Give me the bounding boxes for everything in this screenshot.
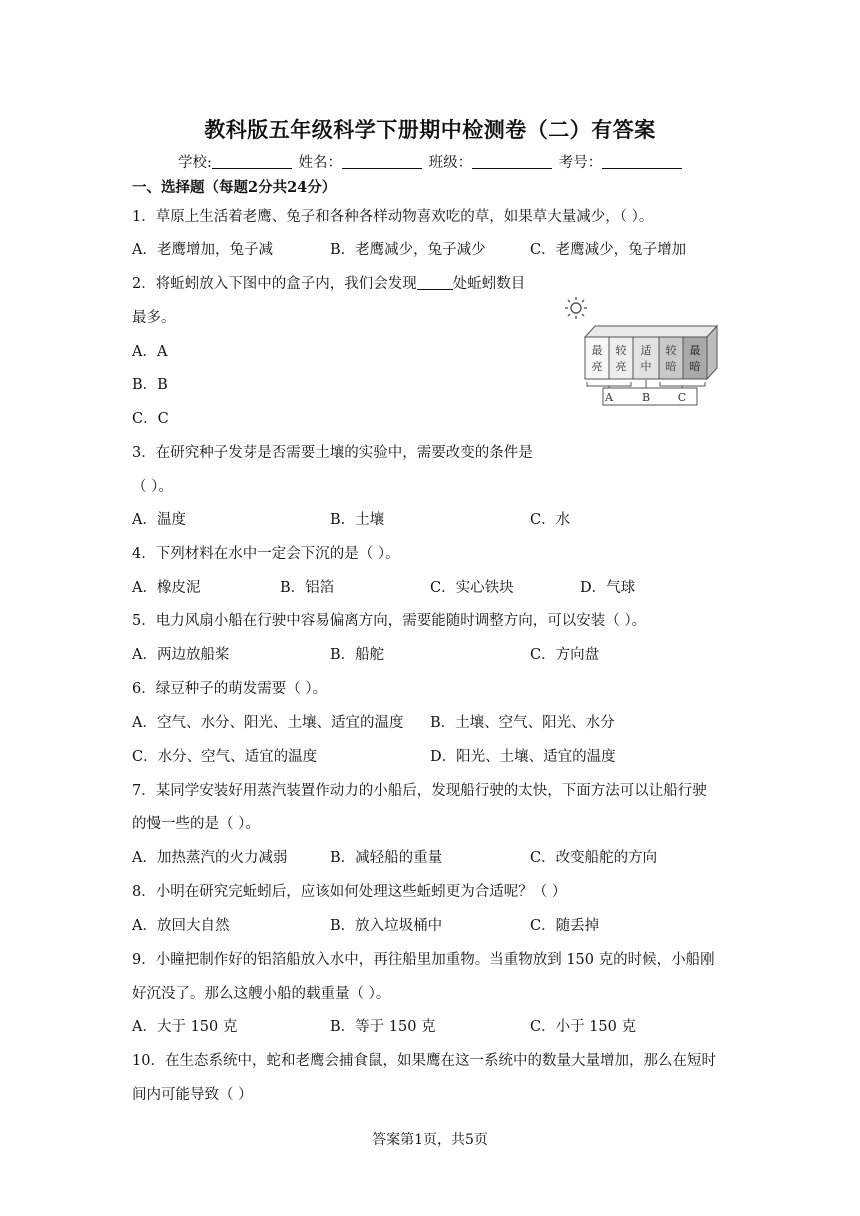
question-1-option-a: A．老鹰增加，兔子减 — [132, 242, 273, 258]
cell-label-2a: 较 — [615, 344, 627, 357]
cell-label-5b: 暗 — [689, 360, 701, 373]
question-9-option-b: B．等于 150 克 — [330, 1019, 436, 1035]
class-label: 班级： — [428, 155, 473, 171]
school-blank[interactable] — [212, 154, 292, 169]
question-3-option-c: C．水 — [530, 512, 571, 528]
question-2-option-b: B．B — [132, 377, 168, 393]
question-2-stem-pre: 2．将蚯蚓放入下图中的盒子内，我们会发现 — [132, 276, 417, 292]
cell-label-1a: 最 — [591, 344, 603, 357]
question-8-stem: 8．小明在研究完蚯蚓后，应该如何处理这些蚯蚓更为合适呢？（ ） — [132, 884, 567, 900]
region-label-b: B — [641, 391, 651, 404]
name-blank[interactable] — [342, 154, 422, 169]
school-label: 学校: — [178, 155, 212, 171]
question-6-option-b: B．土壤、空气、阳光、水分 — [430, 715, 615, 731]
question-8-option-b: B．放入垃圾桶中 — [330, 918, 443, 934]
question-6-option-c: C．水分、空气、适宜的温度 — [132, 749, 318, 765]
question-8-option-c: C．随丢掉 — [530, 918, 600, 934]
question-7-option-a: A．加热蒸汽的火力减弱 — [132, 850, 288, 866]
question-3-stem: 3．在研究种子发芽是否需要土壤的实验中，需要改变的条件是 — [132, 445, 533, 461]
question-5-option-c: C．方向盘 — [530, 647, 600, 663]
cell-label-5a: 最 — [689, 344, 701, 357]
question-4-stem: 4．下列材料在水中一定会下沉的是（ ）。 — [132, 546, 400, 562]
question-9-option-c: C．小于 150 克 — [530, 1019, 636, 1035]
question-5-stem: 5．电力风扇小船在行驶中容易偏离方向，需要能随时调整方向，可以安装（ ）。 — [132, 613, 647, 629]
question-1-option-b: B．老鹰减少，兔子减少 — [330, 242, 486, 258]
question-2-option-c: C．C — [132, 411, 169, 427]
answer-blank — [417, 275, 453, 290]
question-4-option-c: C．实心铁块 — [430, 580, 514, 596]
page-footer: 答案第1页，共5页 — [372, 1132, 488, 1148]
cell-label-4b: 暗 — [665, 360, 677, 373]
question-6-option-a: A．空气、水分、阳光、土壤、适宜的温度 — [132, 715, 404, 731]
question-4-option-b: B．铝箔 — [280, 580, 335, 596]
earthworm-box-figure — [565, 296, 735, 408]
question-2-stem-line2: 最多。 — [132, 310, 176, 326]
question-10-stem: 10．在生态系统中，蛇和老鹰会捕食鼠，如果鹰在这一系统中的数量大量增加，那么在短时 — [132, 1053, 716, 1069]
student-info-row — [178, 151, 684, 172]
question-3-stem-line2: （ ）。 — [132, 479, 173, 495]
question-1-option-c: C．老鹰减少，兔子增加 — [530, 242, 687, 258]
question-5-option-a: A．两边放船桨 — [132, 647, 230, 663]
question-7-option-c: C．改变船舵的方向 — [530, 850, 658, 866]
question-2-stem-post: 处蚯蚓数目 — [452, 276, 526, 292]
section-heading: 一、选择题（每题2分共24分） — [132, 179, 337, 196]
cell-label-3b: 中 — [640, 360, 652, 373]
cell-label-3a: 适 — [640, 344, 652, 357]
question-6-option-d: D．阳光、土壤、适宜的温度 — [430, 749, 616, 765]
question-1-stem: 1．草原上生活着老鹰、兔子和各种各样动物喜欢吃的草，如果草大量减少，（ ）。 — [132, 209, 654, 225]
exam-no-label: 考号： — [558, 155, 603, 171]
class-blank[interactable] — [472, 154, 552, 169]
cell-label-4a: 较 — [665, 344, 677, 357]
question-5-option-b: B．船舵 — [330, 647, 385, 663]
question-9-option-a: A．大于 150 克 — [132, 1019, 238, 1035]
question-9-stem-line2: 好沉没了。那么这艘小船的载重量（ ）。 — [132, 986, 391, 1002]
question-9-stem: 9．小瞳把制作好的铝箔船放入水中，再往船里加重物。当重物放到 150 克的时候，小船刚 — [132, 952, 715, 968]
question-2-option-a: A．A — [132, 344, 168, 360]
cell-label-1b: 亮 — [591, 360, 603, 373]
question-7-stem-line2: 的慢一些的是（ ）。 — [132, 816, 260, 832]
cell-label-2b: 亮 — [615, 360, 627, 373]
question-3-option-b: B．土壤 — [330, 512, 385, 528]
question-8-option-a: A．放回大自然 — [132, 918, 230, 934]
question-6-stem: 6．绿豆种子的萌发需要（ ）。 — [132, 681, 328, 697]
region-label-c: C — [677, 391, 687, 404]
question-7-stem: 7．某同学安装好用蒸汽装置作动力的小船后，发现船行驶的太快，下面方法可以让船行驶 — [132, 783, 707, 799]
exam-no-blank[interactable] — [602, 154, 682, 169]
sun-icon — [565, 297, 587, 319]
name-label: 姓名： — [298, 155, 342, 171]
region-label-a: A — [605, 391, 613, 404]
question-4-option-a: A．橡皮泥 — [132, 580, 201, 596]
question-3-option-a: A．温度 — [132, 512, 186, 528]
question-4-option-d: D．气球 — [580, 580, 636, 596]
question-2-stem — [132, 272, 525, 293]
question-7-option-b: B．减轻船的重量 — [330, 850, 443, 866]
question-10-stem-line2: 间内可能导致（ ） — [132, 1087, 253, 1103]
page-title: 教科版五年级科学下册期中检测卷（二）有答案 — [204, 117, 656, 142]
